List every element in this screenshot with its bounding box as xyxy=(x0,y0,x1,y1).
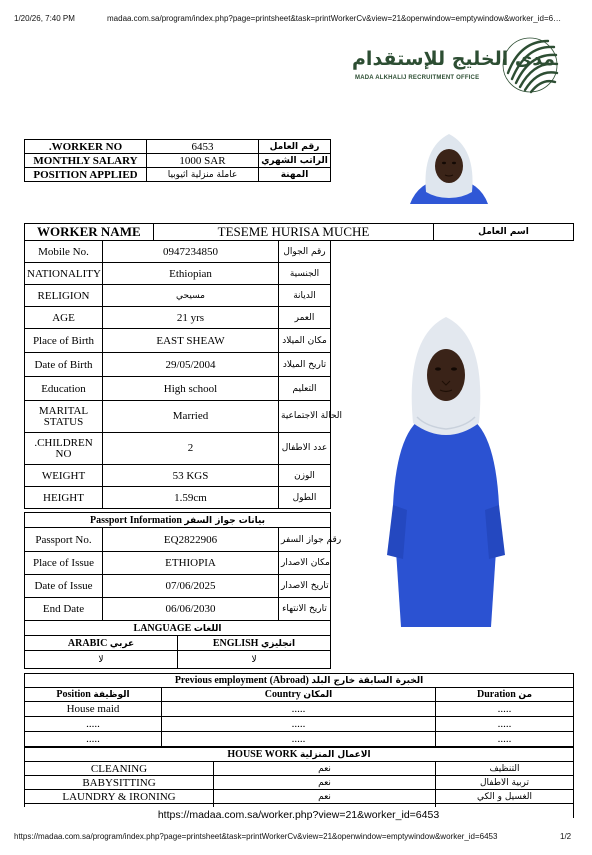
col-country-label-ar: المكان xyxy=(303,690,333,700)
detail-row-date-of-birth xyxy=(25,353,331,377)
print-page-number: 1/2 xyxy=(560,832,572,841)
col-position-label: Position xyxy=(56,689,91,700)
worker-name-value: TESEME HURISA MUCHE xyxy=(154,224,434,241)
logo-arabic-text: مدى الخليج للإستقدام xyxy=(352,48,556,70)
english-language-label: ENGLISH xyxy=(212,637,259,649)
employment-duration: ..... xyxy=(436,717,574,732)
babysitting-label-ar: تربية الاطفال xyxy=(436,776,574,790)
house-work-section xyxy=(24,747,573,807)
house-work-row-cleaning xyxy=(25,762,574,776)
employment-country: ..... xyxy=(162,702,436,717)
worker-name-label: WORKER NAME xyxy=(25,224,154,241)
language-title: LANGUAGE xyxy=(133,622,192,634)
language-header-row xyxy=(25,636,331,651)
weight-value: 53 KGS xyxy=(103,465,279,487)
english-language-label-ar: انجليزي xyxy=(260,638,296,649)
laundry-label-ar: الغسيل و الكي xyxy=(436,790,574,804)
nationality-label: NATIONALITY xyxy=(25,263,103,285)
end-date-value: 06/06/2030 xyxy=(103,598,279,621)
col-country-label: Country xyxy=(264,689,301,700)
mobile-label-ar: رقم الجوال xyxy=(279,241,331,263)
previous-employment-title-row xyxy=(25,674,574,688)
passport-row-issue-date xyxy=(25,575,331,598)
passport-title-ar: بيانات جواز السفر xyxy=(184,515,266,526)
worker-no-row xyxy=(25,140,331,154)
age-label: AGE xyxy=(25,307,103,329)
employment-duration: ..... xyxy=(436,732,574,747)
previous-employment-title-ar: الخبرة السابقة خارج البلد xyxy=(311,676,424,686)
place-of-issue-label-ar: مكان الاصدار xyxy=(279,552,331,575)
table-row xyxy=(25,717,574,732)
position-applied-value: عاملة منزلية اثيوبيا xyxy=(147,168,259,182)
employment-position: ..... xyxy=(25,732,162,747)
passport-no-label: Passport No. xyxy=(25,528,103,552)
detail-row-religion xyxy=(25,285,331,307)
company-logo xyxy=(350,35,575,95)
religion-label: RELIGION xyxy=(25,285,103,307)
house-work-row-babysitting xyxy=(25,776,574,790)
worker-name-table xyxy=(24,223,574,241)
worker-name-label-ar: اسم العامل xyxy=(434,224,574,241)
passport-row-number xyxy=(25,528,331,552)
house-work-title: HOUSE WORK xyxy=(227,749,298,760)
page-link[interactable]: https://madaa.com.sa/worker.php?view=21&worker_id=6453 xyxy=(24,807,573,823)
date-of-birth-value: 29/05/2004 xyxy=(103,353,279,377)
detail-row-nationality xyxy=(25,263,331,285)
date-of-birth-label-ar: تاريخ الميلاد xyxy=(279,353,331,377)
house-work-title-row xyxy=(25,748,574,762)
monthly-salary-label: MONTHLY SALARY xyxy=(25,154,147,168)
weight-label-ar: الوزن xyxy=(279,465,331,487)
house-work-title-ar: الاعمال المنزلية xyxy=(300,750,371,760)
position-applied-label-ar: المهنة xyxy=(259,168,331,182)
age-label-ar: العمر xyxy=(279,307,331,329)
col-duration-label-ar: من xyxy=(518,690,533,700)
language-value-row xyxy=(25,651,331,669)
col-duration-label: Duration xyxy=(476,689,516,700)
position-applied-label: POSITION APPLIED xyxy=(25,168,147,182)
worker-no-value: 6453 xyxy=(147,140,259,154)
monthly-salary-value: 1000 SAR xyxy=(147,154,259,168)
children-value: 2 xyxy=(103,433,279,465)
cleaning-value: نعم xyxy=(214,762,436,776)
detail-row-marital-status xyxy=(25,401,331,433)
height-label: HEIGHT xyxy=(25,487,103,509)
height-value: 1.59cm xyxy=(103,487,279,509)
house-work-row-laundry xyxy=(25,790,574,804)
laundry-value: نعم xyxy=(214,790,436,804)
print-timestamp: 1/20/26, 7:40 PM xyxy=(14,14,75,23)
detail-row-education xyxy=(25,377,331,401)
detail-row-weight xyxy=(25,465,331,487)
monthly-salary-row xyxy=(25,154,331,168)
language-title-ar: اللغات xyxy=(193,623,222,634)
detail-row-age xyxy=(25,307,331,329)
worker-full-photo xyxy=(387,305,505,627)
previous-employment-header-row xyxy=(25,688,574,702)
marital-status-label-ar: الحالة الاجتماعية xyxy=(279,401,331,433)
laundry-label: LAUNDRY & IRONING xyxy=(25,790,214,804)
english-language-value: لا xyxy=(178,651,331,669)
nationality-value: Ethiopian xyxy=(103,263,279,285)
detail-row-mobile xyxy=(25,241,331,263)
end-date-label-ar: تاريخ الانتهاء xyxy=(279,598,331,621)
language-table xyxy=(24,620,331,669)
date-of-issue-value: 07/06/2025 xyxy=(103,575,279,598)
babysitting-value: نعم xyxy=(214,776,436,790)
date-of-issue-label-ar: تاريخ الاصدار xyxy=(279,575,331,598)
passport-title-row xyxy=(25,513,331,528)
place-of-birth-label-ar: مكان الميلاد xyxy=(279,329,331,353)
religion-value: مسيحي xyxy=(103,285,279,307)
marital-status-label: MARITAL STATUS xyxy=(25,401,103,433)
place-of-birth-value: EAST SHEAW xyxy=(103,329,279,353)
children-label: .CHILDREN NO xyxy=(25,433,103,465)
babysitting-label: BABYSITTING xyxy=(25,776,214,790)
arabic-language-label: ARABIC xyxy=(67,637,108,649)
worker-headshot-photo xyxy=(404,128,494,204)
date-of-issue-label: Date of Issue xyxy=(25,575,103,598)
logo-english-text: MADA ALKHALIJ RECRUITMENT OFFICE xyxy=(355,75,480,81)
nationality-label-ar: الجنسية xyxy=(279,263,331,285)
weight-label: WEIGHT xyxy=(25,465,103,487)
passport-title: Passport Information xyxy=(89,514,182,526)
passport-no-label-ar: رقم جواز السفر xyxy=(279,528,331,552)
employment-duration: ..... xyxy=(436,702,574,717)
cleaning-label-ar: التنظيف xyxy=(436,762,574,776)
print-header-url: madaa.com.sa/program/index.php?page=printsheet&task=printWorkerCv&view=21&openwindow=emptywindow&worker_id=6… xyxy=(107,14,562,23)
detail-row-place-of-birth xyxy=(25,329,331,353)
education-label: Education xyxy=(25,377,103,401)
print-footer-url: https://madaa.com.sa/program/index.php?page=printsheet&task=printWorkerCv&view=21&openwindow=emptywindow&worker_id=6453 xyxy=(14,832,498,841)
top-info-table xyxy=(24,139,331,182)
arabic-language-value: لا xyxy=(25,651,178,669)
table-row xyxy=(25,732,574,747)
children-label-ar: عدد الاطفال xyxy=(279,433,331,465)
cleaning-label: CLEANING xyxy=(25,762,214,776)
arabic-language-label-ar: عربي xyxy=(109,638,135,649)
table-row xyxy=(25,702,574,717)
employment-country: ..... xyxy=(162,732,436,747)
employment-country: ..... xyxy=(162,717,436,732)
age-value: 21 yrs xyxy=(103,307,279,329)
end-date-label: End Date xyxy=(25,598,103,621)
detail-row-children xyxy=(25,433,331,465)
previous-employment-title: Previous employment (Abroad) xyxy=(174,675,309,686)
mobile-value: 0947234850 xyxy=(103,241,279,263)
place-of-issue-value: ETHIOPIA xyxy=(103,552,279,575)
language-title-row xyxy=(25,621,331,636)
passport-row-end-date xyxy=(25,598,331,621)
monthly-salary-label-ar: الراتب الشهري xyxy=(259,154,331,168)
education-value: High school xyxy=(103,377,279,401)
previous-employment-table xyxy=(24,673,574,747)
place-of-birth-label: Place of Birth xyxy=(25,329,103,353)
detail-row-height xyxy=(25,487,331,509)
passport-table xyxy=(24,512,342,621)
mobile-label: Mobile No. xyxy=(25,241,103,263)
worker-no-label-ar: رقم العامل xyxy=(259,140,331,154)
passport-no-value: EQ2822906 xyxy=(103,528,279,552)
position-applied-row xyxy=(25,168,331,182)
height-label-ar: الطول xyxy=(279,487,331,509)
marital-status-value: Married xyxy=(103,401,279,433)
worker-details-table xyxy=(24,240,342,509)
date-of-birth-label: Date of Birth xyxy=(25,353,103,377)
logo-emblem-icon xyxy=(500,35,560,95)
place-of-issue-label: Place of Issue xyxy=(25,552,103,575)
religion-label-ar: الديانة xyxy=(279,285,331,307)
worker-no-label: .WORKER NO xyxy=(25,140,147,154)
employment-position: ..... xyxy=(25,717,162,732)
passport-row-place xyxy=(25,552,331,575)
col-position-label-ar: الوظيفة xyxy=(93,690,130,700)
education-label-ar: التعليم xyxy=(279,377,331,401)
employment-position: House maid xyxy=(25,702,162,717)
